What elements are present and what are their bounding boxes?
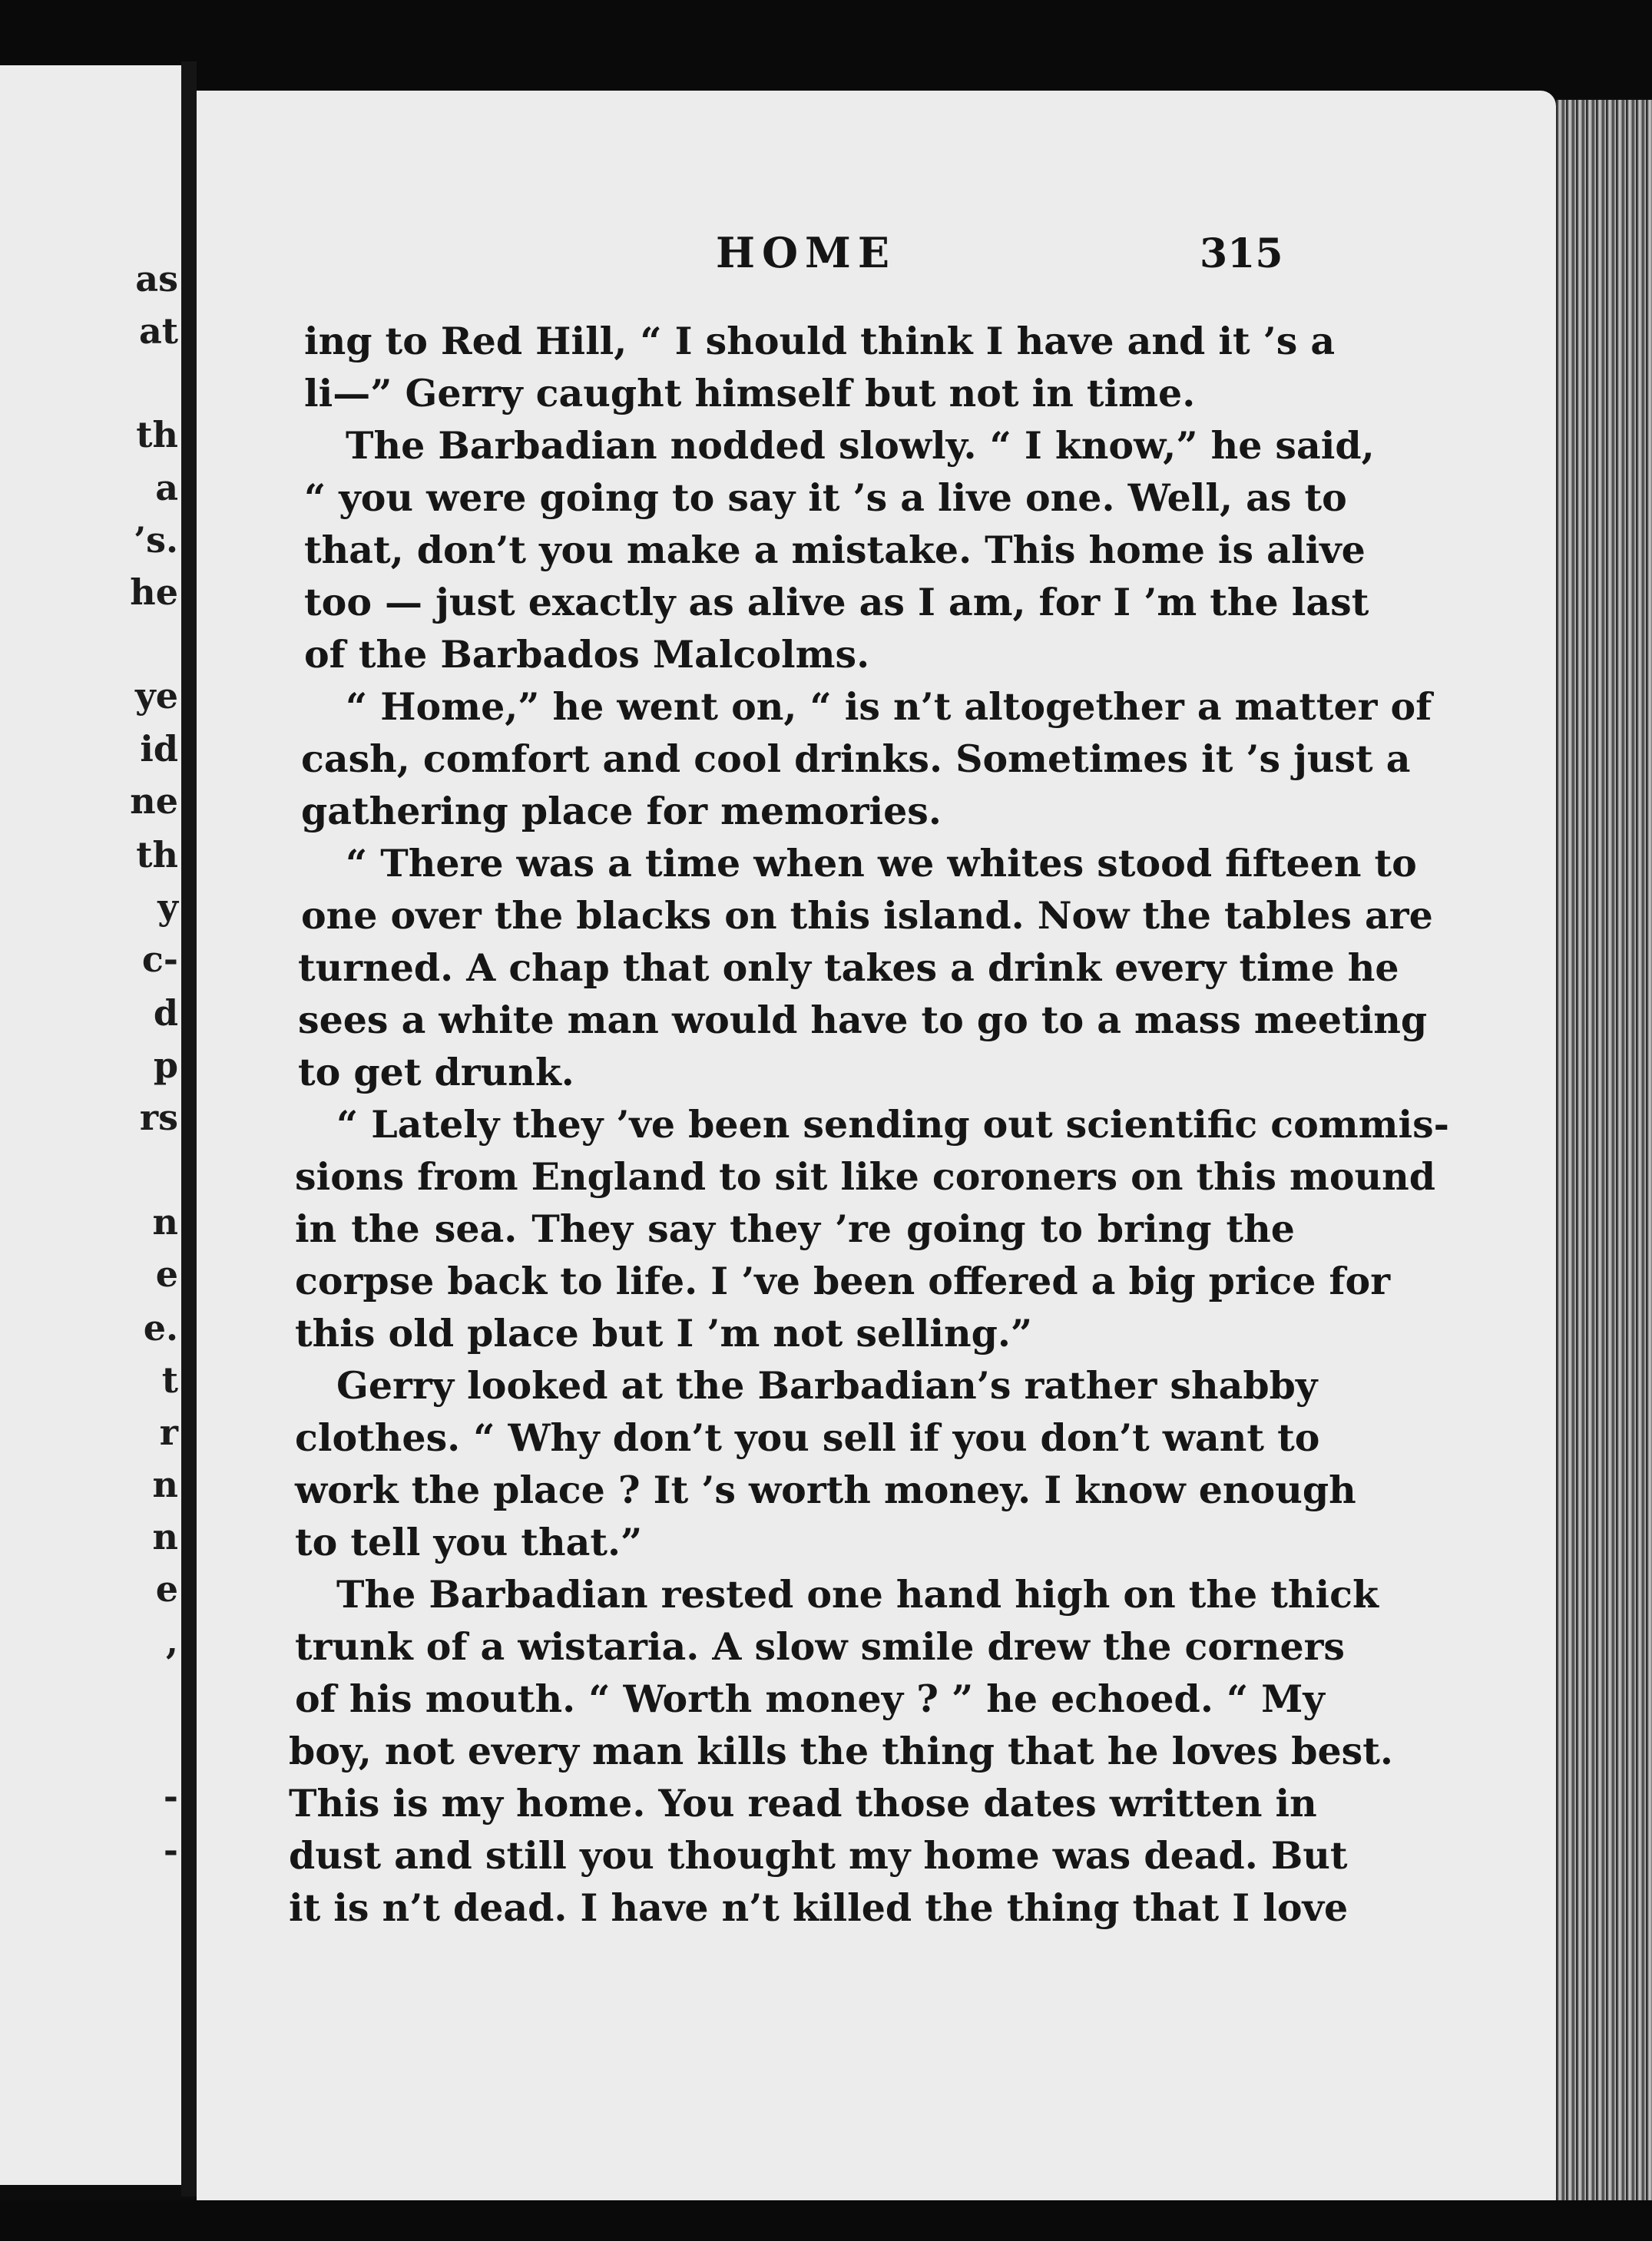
text-line: it is n’t dead. I have n’t killed the thing that I love <box>289 1885 1349 1930</box>
text-line: sions from England to sit like coroners on this mound <box>295 1154 1436 1199</box>
left-page-fragment: - <box>163 1829 178 1871</box>
text-line: “ Lately they ’ve been sending out scientific commis- <box>336 1102 1449 1147</box>
text-line: clothes. “ Why don’t you sell if you don’t want to <box>295 1415 1320 1460</box>
text-line: The Barbadian nodded slowly. “ I know,” he said, <box>346 423 1375 468</box>
text-line: to get drunk. <box>298 1050 574 1094</box>
text-line: ing to Red Hill, “ I should think I have and it ’s a <box>304 319 1336 363</box>
text-line: to tell you that.” <box>295 1520 643 1564</box>
text-line: This is my home. You read those dates written in <box>289 1781 1317 1826</box>
left-page-fragment: th <box>136 834 178 876</box>
left-page-fragment: e <box>155 1568 178 1610</box>
text-line: of his mouth. “ Worth money ? ” he echoed. “ My <box>295 1677 1325 1721</box>
page-edges <box>1556 100 1652 2235</box>
scan-top-border <box>0 0 1652 98</box>
left-page-fragment: t <box>161 1359 178 1401</box>
page-number: 315 <box>1200 230 1283 277</box>
left-page-fragment: n <box>152 1464 178 1505</box>
text-line: “ you were going to say it ’s a live one. Well, as to <box>304 475 1347 520</box>
left-page-fragment: ’s. <box>134 519 178 561</box>
text-line: boy, not every man kills the thing that he loves best. <box>289 1729 1393 1773</box>
left-page-fragment: ye <box>135 675 178 717</box>
left-page-fragment: c- <box>141 938 178 980</box>
text-line: one over the blacks on this island. Now the tables are <box>301 893 1433 938</box>
running-header-title: HOME <box>716 228 896 277</box>
text-line: too — just exactly as alive as I am, for I ’m the last <box>304 580 1369 624</box>
left-page-fragment: e. <box>143 1307 178 1349</box>
text-line: corpse back to life. I ’ve been offered a big price for <box>295 1259 1391 1303</box>
text-line: of the Barbados Malcolms. <box>304 632 870 677</box>
left-page-fragment: he <box>130 571 178 613</box>
left-page-fragment: d <box>153 992 178 1034</box>
text-line: turned. A chap that only takes a drink every time he <box>298 945 1399 990</box>
text-line: in the sea. They say they ’re going to bring the <box>295 1207 1295 1251</box>
left-page-fragment: e <box>155 1253 178 1295</box>
left-page-fragment: id <box>140 728 178 770</box>
left-page-fragment: as <box>135 258 178 300</box>
text-line: dust and still you thought my home was dead. But <box>289 1833 1348 1878</box>
left-page-fragment: a <box>155 467 178 508</box>
left-facing-page <box>0 65 181 2185</box>
left-page-fragment: n <box>152 1201 178 1243</box>
left-page-fragment: - <box>163 1776 178 1817</box>
book-gutter <box>181 61 197 2196</box>
left-page-fragment: y <box>157 886 178 928</box>
text-line: trunk of a wistaria. A slow smile drew the corners <box>295 1624 1346 1669</box>
text-line: gathering place for memories. <box>301 789 942 833</box>
text-line: this old place but I ’m not selling.” <box>295 1311 1033 1356</box>
text-line: Gerry looked at the Barbadian’s rather shabby <box>336 1363 1318 1408</box>
scan-bottom-border <box>0 2200 1652 2241</box>
text-line: that, don’t you make a mistake. This home is alive <box>304 528 1366 572</box>
left-page-fragment: r <box>159 1412 178 1453</box>
left-page-fragment: at <box>138 310 178 352</box>
left-page-fragment: th <box>136 414 178 455</box>
text-line: sees a white man would have to go to a mass meeting <box>298 998 1428 1042</box>
text-line: work the place ? It ’s worth money. I know enough <box>295 1468 1356 1512</box>
body-text <box>289 315 1449 1934</box>
text-line: “ Home,” he went on, “ is n’t altogether a matter of <box>346 684 1432 729</box>
left-page-fragment: ne <box>130 780 178 822</box>
text-line: li—” Gerry caught himself but not in time. <box>304 371 1196 415</box>
text-line: “ There was a time when we whites stood fifteen to <box>346 841 1417 885</box>
left-page-fragment: n <box>152 1516 178 1557</box>
text-line: cash, comfort and cool drinks. Sometimes it ’s just a <box>301 737 1411 781</box>
left-page-fragment: , <box>165 1620 178 1662</box>
text-line: The Barbadian rested one hand high on the thick <box>336 1572 1379 1617</box>
left-page-fragment: p <box>153 1044 178 1086</box>
left-page-fragment: rs <box>139 1097 178 1138</box>
